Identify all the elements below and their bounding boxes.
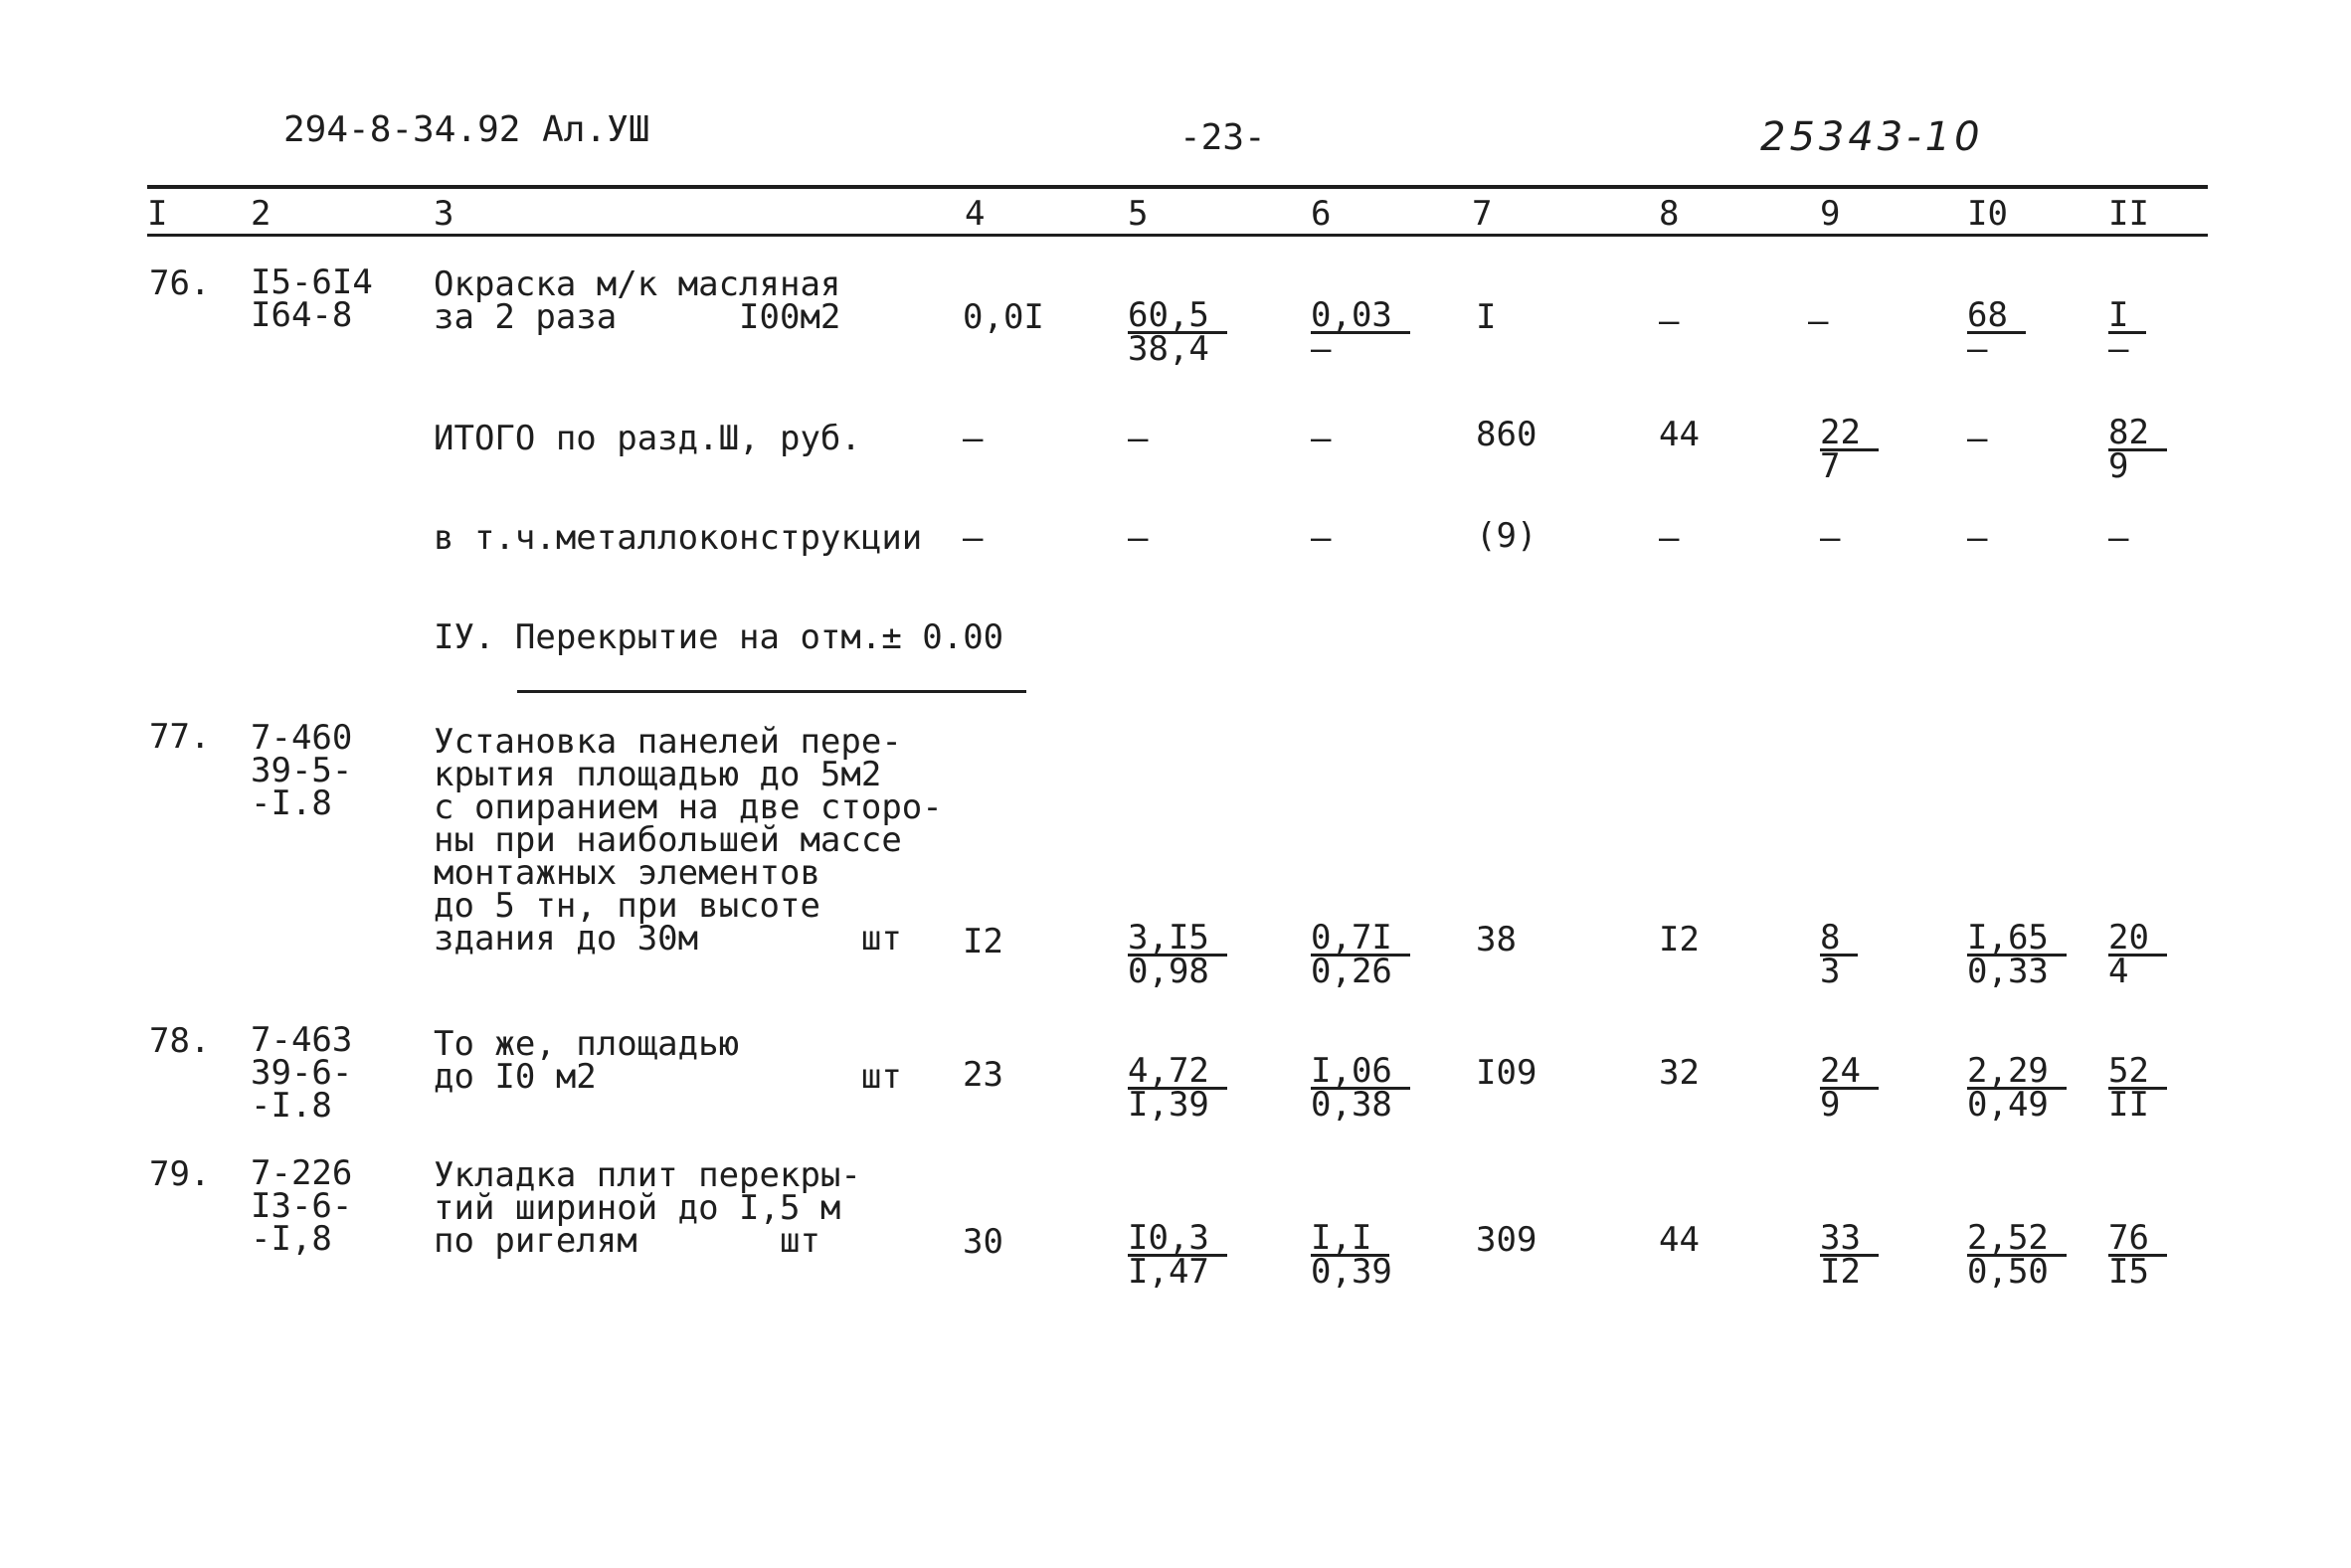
- column-header-2: 2: [251, 194, 271, 234]
- fraction-numerator: 82: [2108, 418, 2167, 451]
- fraction-denominator: I,47: [1128, 1252, 1209, 1292]
- fraction-numerator: 68: [1967, 300, 2026, 334]
- fraction-numerator: 76: [2108, 1223, 2167, 1257]
- fraction-cell: [1311, 918, 1410, 991]
- cell-value: 44: [1659, 1220, 1700, 1260]
- fraction-denominator: 4: [2108, 952, 2129, 991]
- fraction-denominator: 0,38: [1311, 1085, 1392, 1125]
- table-top-rule: [147, 185, 2208, 189]
- column-header-9: 9: [1820, 194, 1841, 234]
- document-code: 294-8-34.92 Ал.УШ: [283, 109, 650, 150]
- fraction-denominator: II: [2108, 1085, 2149, 1125]
- row-number: 79.: [149, 1154, 211, 1194]
- column-header-1: I: [147, 194, 168, 234]
- fraction-numerator: I,65: [1967, 923, 2067, 957]
- cell-value: 44: [1659, 415, 1700, 454]
- fraction-numerator: 8: [1820, 923, 1858, 957]
- work-description: Установка панелей пере- крытия площадью до 5м2 с опиранием на две сторо- ны при наибольшей массе монтажных элементов до 5 тн, при высоте здания до 30м шт: [434, 722, 943, 958]
- fraction-cell: [2108, 295, 2146, 369]
- fraction-cell: [1128, 295, 1227, 369]
- fraction-numerator: 24: [1820, 1056, 1879, 1090]
- fraction-numerator: 22: [1820, 418, 1879, 451]
- fraction-numerator: 52: [2108, 1056, 2167, 1090]
- cell-value: 309: [1476, 1220, 1537, 1260]
- cell-value: –: [1128, 518, 1149, 558]
- fraction-cell: [1128, 1051, 1227, 1125]
- norm-code: 7-226 I3-6- -I,8: [251, 1153, 353, 1259]
- page-number: -23-: [1179, 117, 1266, 158]
- fraction-numerator: 0,7I: [1311, 923, 1410, 957]
- fraction-denominator: 7: [1820, 446, 1841, 486]
- fraction-denominator: –: [1311, 329, 1332, 369]
- work-description: Окраска м/к масляная за 2 раза I00м2: [434, 264, 841, 337]
- cell-value: –: [1820, 518, 1841, 558]
- fraction-denominator: 9: [1820, 1085, 1841, 1125]
- fraction-cell: [1967, 918, 2067, 991]
- fraction-numerator: I0,3: [1128, 1223, 1227, 1257]
- cell-value: –: [1128, 419, 1149, 458]
- cell-value: –: [963, 419, 984, 458]
- cell-value: –: [1967, 518, 1988, 558]
- column-header-5: 5: [1128, 194, 1149, 234]
- norm-code: 7-460 39-5- -I.8: [251, 718, 353, 823]
- fraction-denominator: 0,50: [1967, 1252, 2049, 1292]
- fraction-denominator: 0,26: [1311, 952, 1392, 991]
- cell-value: –: [1311, 518, 1332, 558]
- quantity: 0,0I: [963, 297, 1044, 337]
- fraction-cell: [1967, 295, 2026, 369]
- fraction-cell: [1967, 1218, 2067, 1292]
- cell-value: 38: [1476, 920, 1517, 959]
- fraction-numerator: I: [2108, 300, 2146, 334]
- fraction-cell: [1820, 1218, 1879, 1292]
- fraction-cell: [1820, 413, 1879, 486]
- quantity: 30: [963, 1222, 1003, 1262]
- cell-value: 32: [1659, 1053, 1700, 1093]
- cell-value: I2: [1659, 920, 1700, 959]
- section-underline: [517, 690, 1026, 693]
- cell-value: –: [963, 518, 984, 558]
- fraction-denominator: 9: [2108, 446, 2129, 486]
- cell-value: I09: [1476, 1053, 1537, 1093]
- fraction-numerator: 2,29: [1967, 1056, 2067, 1090]
- fraction-cell: [1967, 1051, 2067, 1125]
- work-description: Укладка плит перекры- тий шириной до I,5 м по ригелям шт: [434, 1155, 861, 1261]
- cell-value: –: [2108, 518, 2129, 558]
- header-bottom-rule: [147, 234, 2208, 237]
- fraction-denominator: I5: [2108, 1252, 2149, 1292]
- fraction-cell: [2108, 1218, 2167, 1292]
- cell-value: 860: [1476, 415, 1537, 454]
- cell-value: –: [1659, 518, 1680, 558]
- fraction-numerator: 4,72: [1128, 1056, 1227, 1090]
- cell-value: –: [1967, 419, 1988, 458]
- norm-code: I5-6I4 I64-8: [251, 262, 373, 335]
- work-description: То же, площадью до I0 м2 шт: [434, 1024, 902, 1097]
- row-number: 77.: [149, 717, 211, 757]
- fraction-cell: [1820, 1051, 1879, 1125]
- norm-code: 7-463 39-6- -I.8: [251, 1020, 353, 1126]
- row-number: 76.: [149, 263, 211, 303]
- column-header-6: 6: [1311, 194, 1332, 234]
- fraction-cell: [1311, 295, 1410, 369]
- fraction-denominator: –: [1967, 329, 1988, 369]
- section-title: IУ. Перекрытие на отм.± 0.00: [434, 617, 1004, 657]
- fraction-cell: [2108, 918, 2167, 991]
- fraction-numerator: I,06: [1311, 1056, 1410, 1090]
- column-header-8: 8: [1659, 194, 1680, 234]
- subtotal-label: в т.ч.металлоконструкции: [434, 518, 923, 558]
- cell-value: I: [1476, 297, 1497, 337]
- row-number: 78.: [149, 1021, 211, 1061]
- cell-value: (9): [1476, 516, 1537, 556]
- fraction-denominator: 0,49: [1967, 1085, 2049, 1125]
- fraction-cell: [1311, 1218, 1392, 1292]
- column-header-3: 3: [434, 194, 454, 234]
- fraction-numerator: 3,I5: [1128, 923, 1227, 957]
- fraction-denominator: 38,4: [1128, 329, 1209, 369]
- fraction-cell: [1311, 1051, 1410, 1125]
- column-header-10: I0: [1967, 194, 2008, 234]
- quantity: 23: [963, 1055, 1003, 1095]
- column-header-11: II: [2108, 194, 2149, 234]
- total-label: ИТОГО по разд.Ш, руб.: [434, 419, 861, 458]
- fraction-numerator: I,I: [1311, 1223, 1389, 1257]
- fraction-denominator: 0,33: [1967, 952, 2049, 991]
- fraction-numerator: 33: [1820, 1223, 1879, 1257]
- fraction-numerator: 0,03: [1311, 300, 1410, 334]
- cell-value: –: [1808, 301, 1829, 341]
- fraction-cell: [1128, 918, 1227, 991]
- fraction-denominator: –: [2108, 329, 2129, 369]
- quantity: I2: [963, 922, 1003, 961]
- fraction-denominator: I,39: [1128, 1085, 1209, 1125]
- fraction-denominator: I2: [1820, 1252, 1861, 1292]
- fraction-numerator: 60,5: [1128, 300, 1227, 334]
- column-header-4: 4: [965, 194, 986, 234]
- fraction-numerator: 20: [2108, 923, 2167, 957]
- fraction-cell: [2108, 1051, 2167, 1125]
- column-header-7: 7: [1472, 194, 1493, 234]
- cell-value: –: [1659, 301, 1680, 341]
- document-number: 25343-10: [1760, 114, 1984, 160]
- fraction-denominator: 0,98: [1128, 952, 1209, 991]
- cell-value: –: [1311, 419, 1332, 458]
- fraction-cell: [1820, 918, 1858, 991]
- fraction-denominator: 3: [1820, 952, 1841, 991]
- fraction-denominator: 0,39: [1311, 1252, 1392, 1292]
- fraction-cell: [2108, 413, 2167, 486]
- fraction-cell: [1128, 1218, 1227, 1292]
- fraction-numerator: 2,52: [1967, 1223, 2067, 1257]
